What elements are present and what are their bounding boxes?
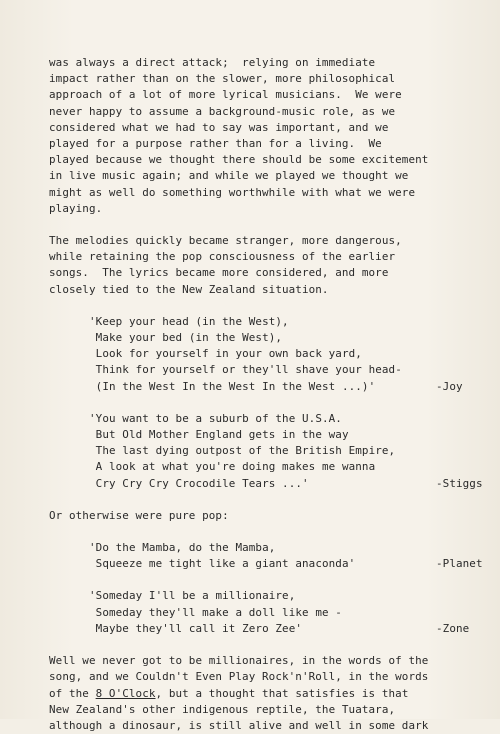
lyric-text: Squeeze me tight like a giant anaconda' bbox=[89, 557, 356, 571]
text-line: song, and we Couldn't Even Play Rock'n'Roll, in the words bbox=[49, 670, 429, 684]
lyric-line: Look for yourself in your own back yard, bbox=[89, 347, 362, 361]
lyric-line: The last dying outpost of the British Empire, bbox=[89, 444, 396, 458]
lyric-text: Maybe they'll call it Zero Zee' bbox=[89, 621, 303, 635]
paragraph-melodies bbox=[49, 233, 479, 298]
text-fragment: of the bbox=[49, 686, 96, 700]
text-line: songs. The lyrics became more considered, and more bbox=[49, 266, 389, 280]
lyric-line: 'Someday I'll be a millionaire, bbox=[89, 589, 296, 603]
lyric-quote-joy bbox=[89, 314, 479, 395]
lyric-quote-planet bbox=[89, 540, 483, 572]
text-line: although a dinosaur, is still alive and well in some dark bbox=[49, 718, 429, 732]
attribution: -Zone bbox=[436, 621, 470, 635]
text-line: Well we never got to be millionaires, in the words of the bbox=[49, 654, 429, 668]
lyric-line: 'Do the Mamba, do the Mamba, bbox=[89, 541, 276, 555]
text-line: playing. bbox=[49, 201, 103, 215]
lyric-line: Think for yourself or they'll shave your head- bbox=[89, 363, 402, 377]
text-line: might as well do something worthwhile with what we were bbox=[49, 185, 416, 199]
lyric-line: Someday they'll make a doll like me - bbox=[89, 605, 342, 619]
text-line: never happy to assume a background-music role, as we bbox=[49, 104, 396, 118]
lyric-line-last bbox=[89, 556, 483, 572]
text-fragment: , but a thought that satisfies is that bbox=[155, 686, 409, 700]
text-line: was always a direct attack; relying on immediate bbox=[49, 56, 376, 69]
lyric-line: 'You want to be a suburb of the U.S.A. bbox=[89, 411, 342, 425]
text-line: in live music again; and while we played we thought we bbox=[49, 169, 409, 183]
lyric-text: (In the West In the West In the West ...)' bbox=[89, 379, 376, 393]
paragraph-millionaires bbox=[49, 653, 479, 734]
text-line: approach of a lot of more lyrical musicians. We were bbox=[49, 88, 402, 102]
lyric-line: 'Keep your head (in the West), bbox=[89, 314, 289, 328]
text-line: considered what we had to say was important, and we bbox=[49, 120, 389, 134]
attribution: -Stiggs bbox=[436, 476, 483, 490]
lyric-line-last bbox=[89, 476, 483, 492]
lyric-line: But Old Mother England gets in the way bbox=[89, 428, 349, 442]
text-line: Or otherwise were pure pop: bbox=[49, 508, 229, 522]
lyric-line-last bbox=[89, 379, 479, 395]
paragraph-pure-pop bbox=[49, 508, 479, 524]
text-line: The melodies quickly became stranger, more dangerous, bbox=[49, 234, 402, 248]
attribution: -Joy bbox=[436, 379, 463, 393]
lyric-quote-zone bbox=[89, 588, 479, 637]
lyric-text: Cry Cry Cry Crocodile Tears ...' bbox=[89, 476, 309, 490]
text-line: played for a purpose rather than for a living. We bbox=[49, 137, 382, 151]
text-line: New Zealand's other indigenous reptile, the Tuatara, bbox=[49, 702, 396, 716]
text-line bbox=[49, 686, 479, 702]
lyric-quote-stiggs bbox=[89, 411, 483, 492]
lyric-line: A look at what you're doing makes me wanna bbox=[89, 460, 376, 474]
page-text bbox=[49, 55, 483, 734]
text-line: closely tied to the New Zealand situation. bbox=[49, 282, 329, 296]
text-line: played because we thought there should be some excitement bbox=[49, 153, 429, 167]
lyric-line-last bbox=[89, 621, 479, 637]
text-line: impact rather than on the slower, more philosophical bbox=[49, 72, 396, 86]
attribution: -Planet bbox=[436, 557, 483, 571]
text-line: while retaining the pop consciousness of the earlier bbox=[49, 250, 396, 264]
paragraph-attack bbox=[49, 55, 479, 217]
lyric-line: Make your bed (in the West), bbox=[89, 331, 283, 345]
band-name-underlined: 8 O'Clock bbox=[95, 686, 156, 700]
